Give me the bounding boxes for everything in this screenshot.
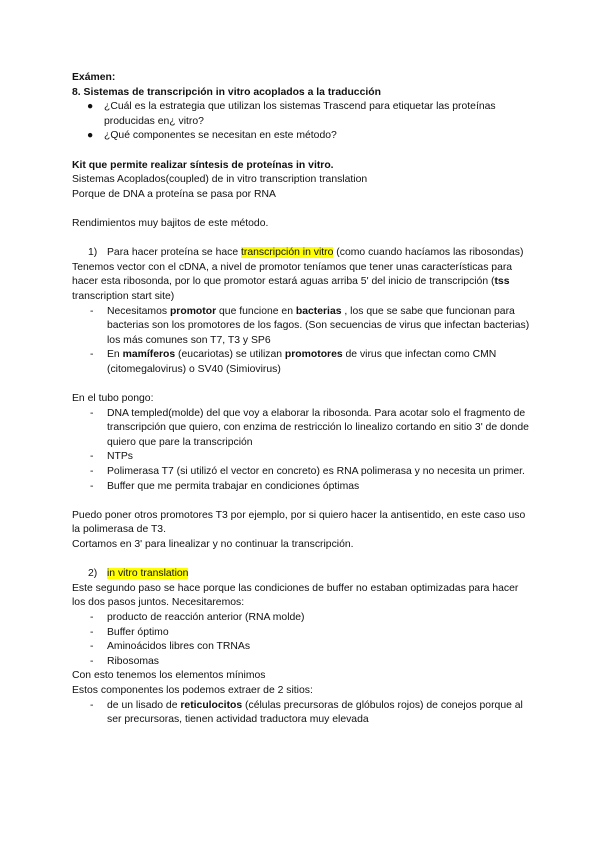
kit-line: Sistemas Acoplados(coupled) de in vitro transcription translation	[72, 174, 368, 186]
highlighted-text: transcripción in vitro	[241, 247, 334, 259]
question-heading: 8. Sistemas de transcripción in vitro acoplados a la traducción	[72, 86, 381, 98]
dash-marker: -	[90, 466, 94, 478]
kit-heading: Kit que permite realizar síntesis de proteínas in vitro.	[72, 159, 334, 171]
section-2-paragraph: Este segundo paso se hace porque las condiciones de buffer no estaban optimizadas para hacer los dos pasos juntos. Necesitaremos:	[72, 582, 519, 609]
tube-paragraph: Puedo poner otros promotores T3 por ejemplo, por si quiero hacer la antisentido, en este caso uso la polimerasa de T3.	[72, 509, 526, 536]
list-item: - Aminoácidos libres con TRNAs	[72, 640, 532, 655]
source-list	[72, 699, 532, 728]
section-2-item	[72, 567, 532, 582]
bullet-marker: ●	[87, 101, 94, 113]
section-2-list	[72, 567, 532, 582]
list-number: 2)	[88, 568, 98, 580]
list-item: - NTPs	[72, 450, 532, 465]
dash-marker: -	[90, 641, 94, 653]
section-2-line: Estos componentes los podemos extraer de 2 sitios:	[72, 684, 313, 696]
dash-marker: -	[90, 655, 94, 667]
translation-components-list	[72, 611, 532, 669]
section-1-list	[72, 246, 532, 261]
dash-marker: -	[90, 626, 94, 638]
kit-line: Porque de DNA a proteína se pasa por RNA	[72, 188, 276, 200]
tube-paragraph: Cortamos en 3' para linealizar y no continuar la transcripción.	[72, 539, 354, 550]
tube-list	[72, 407, 532, 495]
list-item: - de un lisado de reticulocitos (células precursoras de glóbulos rojos) de conejos porque al ser precursoras, tienen actividad traductora muy elevada	[90, 699, 523, 726]
section-1-paragraph: Tenemos vector con el cDNA, a nivel de promotor teníamos que tener unas características para hacer esta ribosonda, por lo que promotor estará aguas arriba 5' del inicio de transcripción (tss transcription start site)	[72, 261, 513, 302]
dash-marker: -	[90, 349, 94, 361]
list-item: - Buffer óptimo	[72, 626, 532, 641]
tube-heading: En el tubo pongo:	[72, 393, 154, 405]
dash-marker: -	[90, 611, 94, 623]
list-item: - DNA templed(molde) del que voy a elaborar la ribosonda. Para acotar solo el fragmento de transcripción que quiero, con enzima de restricción lo linealizo cortando en sitio 3' de donde quiero que pare la transcripción	[90, 407, 529, 448]
dash-marker: -	[90, 407, 94, 419]
question-bullets	[72, 100, 532, 144]
highlighted-text: in vitro translation	[107, 568, 189, 580]
list-item: - Ribosomas	[72, 655, 532, 670]
kit-line: Rendimientos muy bajitos de este método.	[72, 217, 269, 229]
list-item: - Buffer que me permita trabajar en condiciones óptimas	[72, 480, 532, 495]
exam-title: Exámen:	[72, 72, 116, 83]
promoter-list	[72, 305, 532, 378]
dash-marker: -	[90, 480, 94, 492]
section-1-item: 1) Para hacer proteína se hace transcripción in vitro (como cuando hacíamos las ribosondas)	[72, 246, 532, 261]
list-item: - En mamíferos (eucariotas) se utilizan promotores de virus que infectan como CMN (citomegalovirus) o SV40 (Simiovirus)	[90, 349, 497, 375]
dash-marker: -	[90, 305, 94, 317]
question-bullet: ● ¿Qué componentes se necesitan en este método?	[72, 129, 532, 144]
bullet-marker: ●	[87, 130, 94, 142]
question-bullet: ● ¿Cuál es la estrategia que utilizan los sistemas Trascend para etiquetar las proteínas producidas en¿ vitro?	[87, 101, 496, 127]
dash-marker: -	[90, 451, 94, 463]
document-body	[72, 71, 532, 728]
list-item: - Polimerasa T7 (si utilizó el vector en concreto) es RNA polimerasa y no necesita un primer.	[72, 465, 532, 480]
dash-marker: -	[90, 699, 94, 711]
list-number: 1)	[88, 247, 98, 259]
section-2-line: Con esto tenemos los elementos mínimos	[72, 670, 266, 682]
list-item: - Necesitamos promotor que funcione en bacterias , los que se sabe que funcionan para bacterias son los promotores de los fagos. (Son secuencias de virus que infectan bacterias) los más comunes son T7, T3 y SP6	[90, 305, 530, 346]
list-item: - producto de reacción anterior (RNA molde)	[72, 611, 532, 626]
